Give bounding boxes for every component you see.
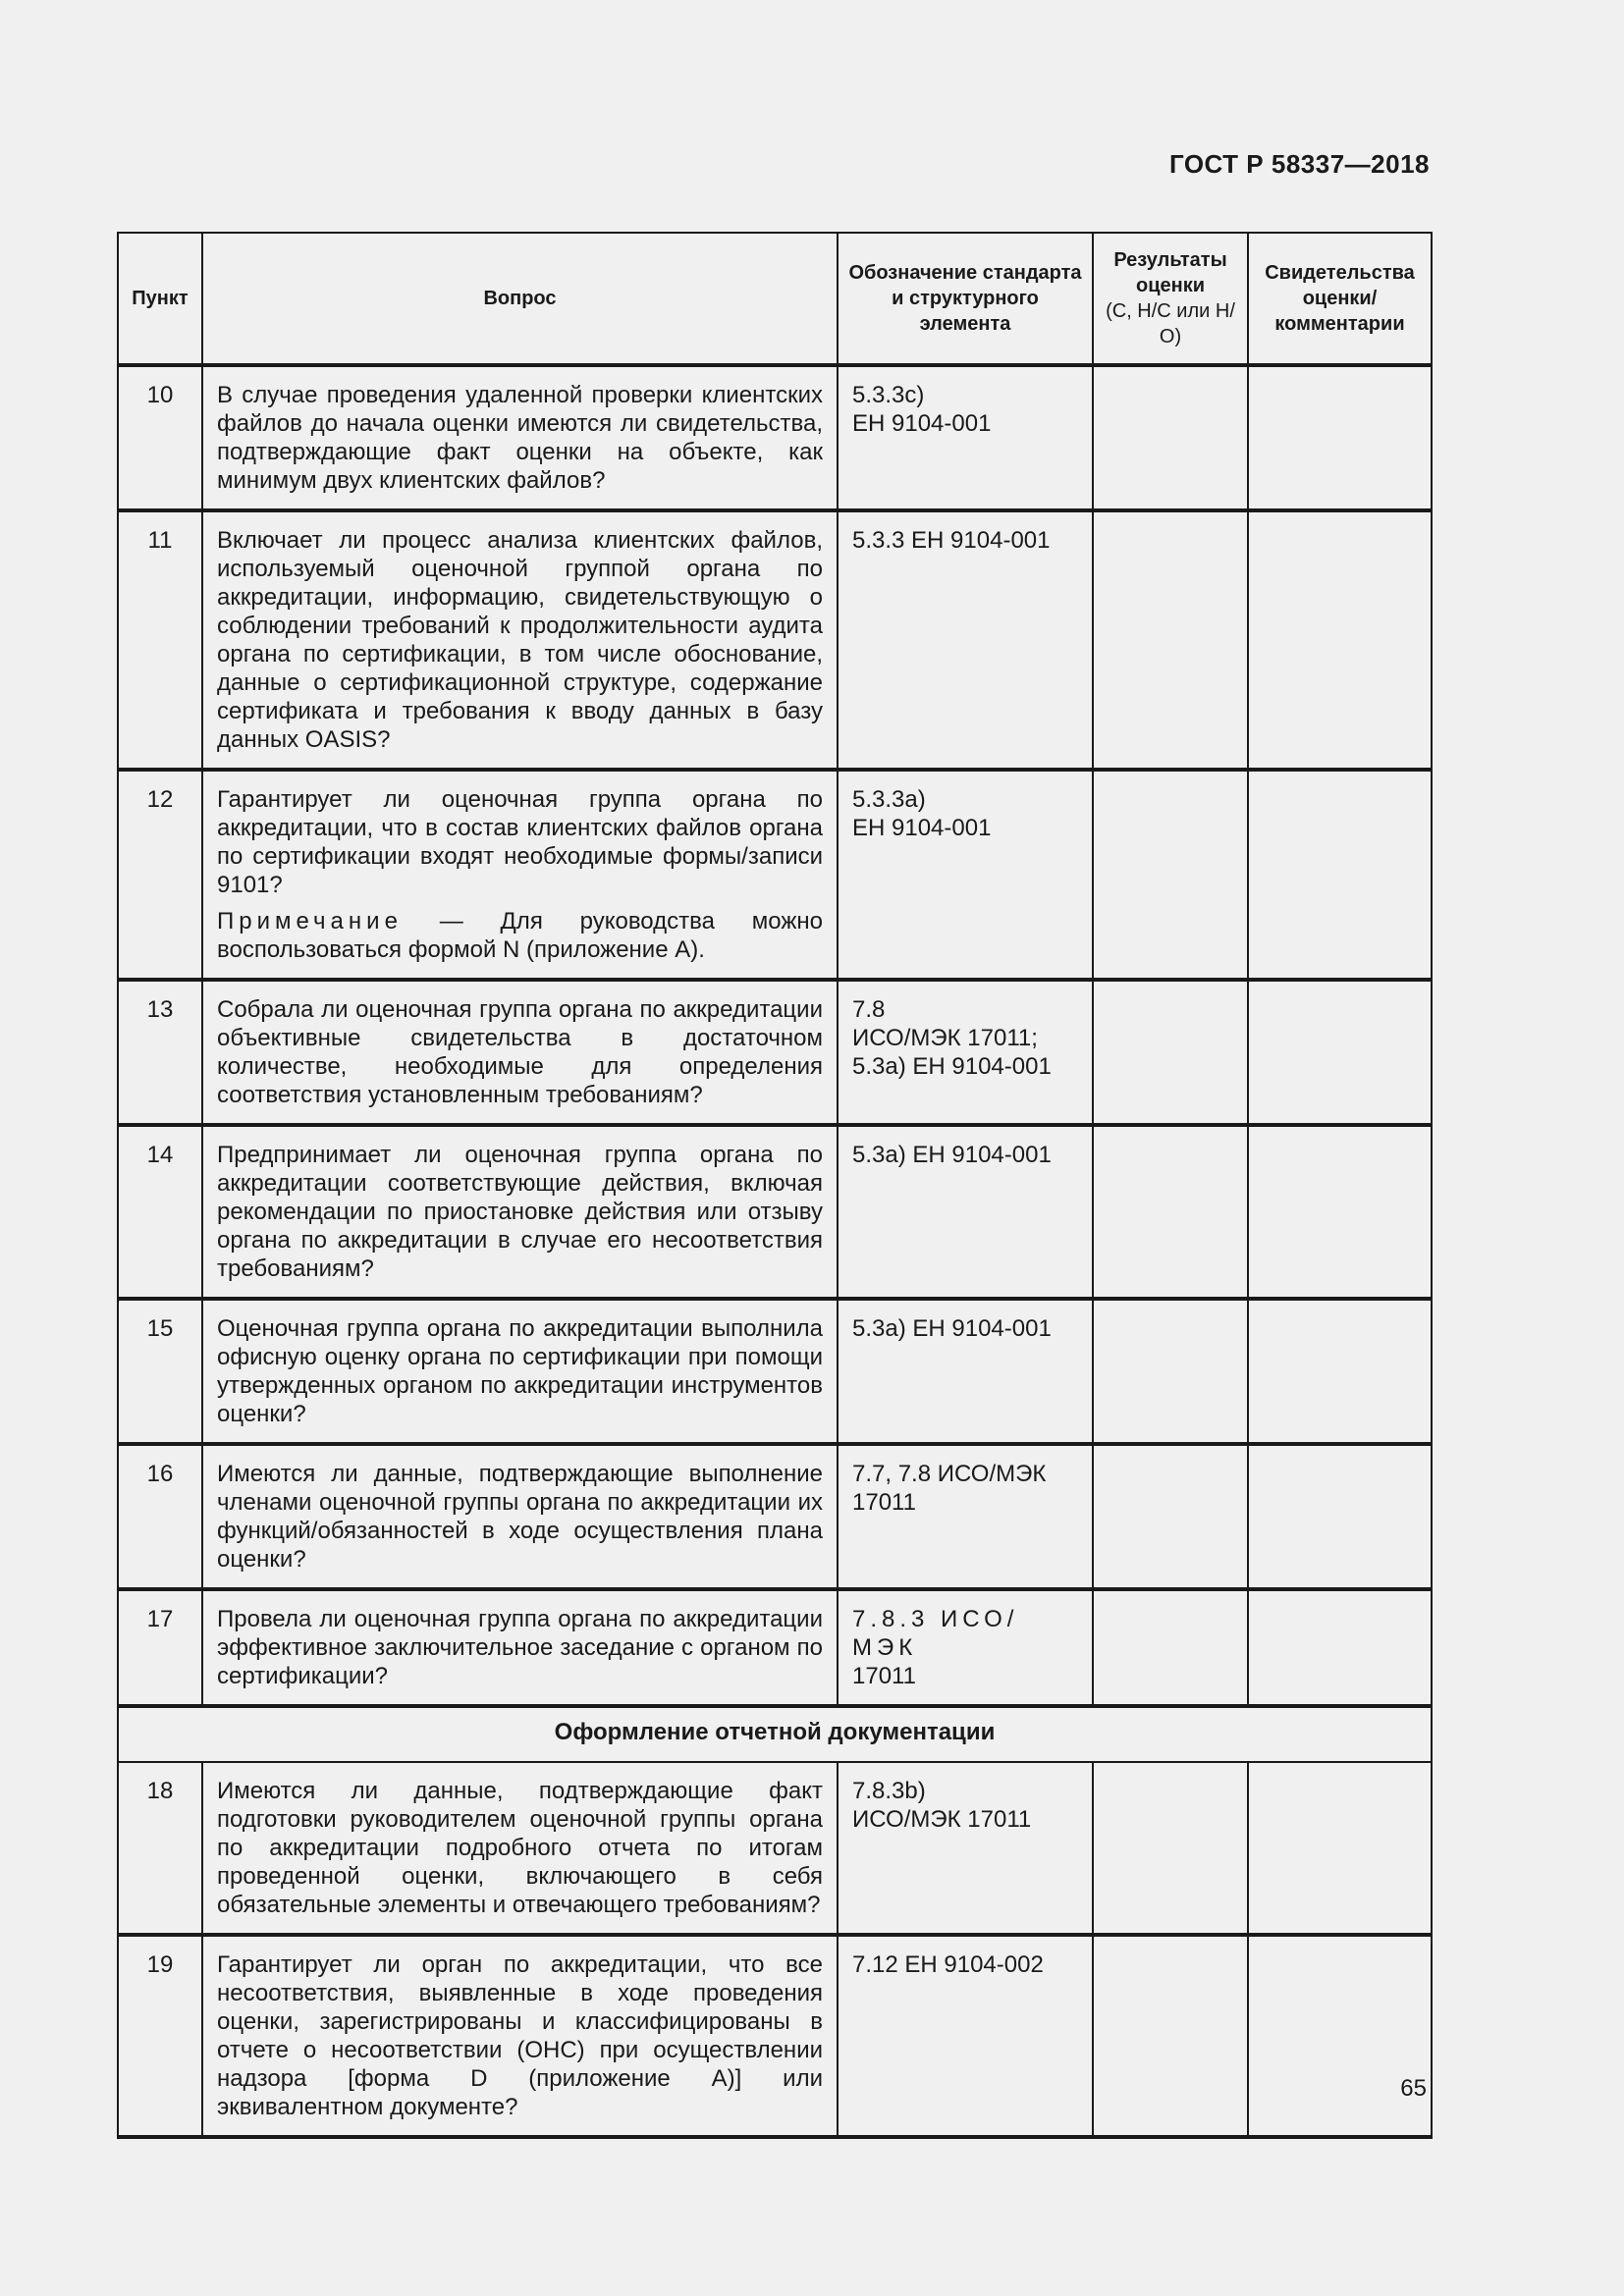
row-num: 11 bbox=[118, 510, 202, 770]
standard-line: 5.3a) ЕН 9104-001 bbox=[852, 1315, 1052, 1342]
row-num: 13 bbox=[118, 980, 202, 1125]
table-row bbox=[118, 1444, 1432, 1589]
row-result-cell[interactable] bbox=[1093, 1125, 1248, 1299]
row-standard bbox=[838, 1935, 1093, 2137]
standard-line: 5.3a) ЕН 9104-001 bbox=[852, 1142, 1052, 1168]
row-evidence-cell[interactable] bbox=[1248, 980, 1432, 1125]
row-result-cell[interactable] bbox=[1093, 1935, 1248, 2137]
page-number: 65 bbox=[1400, 2075, 1427, 2102]
row-result-cell[interactable] bbox=[1093, 365, 1248, 510]
row-evidence-cell[interactable] bbox=[1248, 365, 1432, 510]
row-question: Включает ли процесс анализа клиентских файлов, используемый оценочной группой органа по аккредитации, информацию, свидетельствующую о соблюдении требований к продолжительности аудита органа по сертификации, в том числе обоснование, данные о сертификационной структуре, содержание сертификата и требования к вводу данных в базу данных OASIS? bbox=[202, 510, 838, 770]
table-row bbox=[118, 510, 1432, 770]
standard-line: 7.12 ЕН 9104-002 bbox=[852, 1951, 1044, 1978]
row-result-cell[interactable] bbox=[1093, 510, 1248, 770]
row-result-cell[interactable] bbox=[1093, 1589, 1248, 1706]
question-text: Гарантирует ли оценочная группа органа по аккредитации, что в состав клиентских файлов органа по сертификации входят необходимые формы/записи 9101? bbox=[217, 786, 823, 898]
standard-line: 7.8.3 ИСО/МЭК bbox=[852, 1606, 1019, 1661]
table-row bbox=[118, 980, 1432, 1125]
row-standard bbox=[838, 980, 1093, 1125]
header-question: Вопрос bbox=[202, 233, 838, 365]
row-evidence-cell[interactable] bbox=[1248, 1762, 1432, 1935]
document-header: ГОСТ Р 58337—2018 bbox=[1168, 149, 1430, 179]
standard-line: ИСО/МЭК 17011 bbox=[852, 1806, 1032, 1833]
row-num: 10 bbox=[118, 365, 202, 510]
row-num: 15 bbox=[118, 1299, 202, 1444]
section-title: Оформление отчетной документации bbox=[118, 1706, 1432, 1762]
table-row bbox=[118, 365, 1432, 510]
standard-line: 5.3a) ЕН 9104-001 bbox=[852, 1053, 1052, 1080]
row-result-cell[interactable] bbox=[1093, 770, 1248, 980]
row-evidence-cell[interactable] bbox=[1248, 510, 1432, 770]
row-evidence-cell[interactable] bbox=[1248, 1935, 1432, 2137]
header-num: Пункт bbox=[118, 233, 202, 365]
row-result-cell[interactable] bbox=[1093, 1762, 1248, 1935]
row-evidence-cell[interactable] bbox=[1248, 1444, 1432, 1589]
row-num: 16 bbox=[118, 1444, 202, 1589]
row-question: Имеются ли данные, подтверждающие выполнение членами оценочной группы органа по аккредитации их функций/обязанностей в ходе осуществления плана оценки? bbox=[202, 1444, 838, 1589]
row-question: Провела ли оценочная группа органа по аккредитации эффективное заключительное заседание с органом по сертификации? bbox=[202, 1589, 838, 1706]
table-row bbox=[118, 770, 1432, 980]
row-result-cell[interactable] bbox=[1093, 1444, 1248, 1589]
row-standard bbox=[838, 510, 1093, 770]
row-question: Собрала ли оценочная группа органа по аккредитации объективные свидетельства в достаточном количестве, необходимые для определения соответствия установленным требованиям? bbox=[202, 980, 838, 1125]
row-question: Предпринимает ли оценочная группа органа по аккредитации соответствующие действия, включая рекомендации по приостановке действия или отзыву органа по аккредитации в случае его несоответствия требованиям? bbox=[202, 1125, 838, 1299]
row-standard bbox=[838, 1444, 1093, 1589]
note-text: — Для руководства можно воспользоваться формой N (приложение А). bbox=[217, 908, 823, 963]
question-note bbox=[217, 907, 823, 964]
header-results-sub: (С, Н/С или Н/О) bbox=[1106, 300, 1235, 347]
table-row bbox=[118, 1125, 1432, 1299]
standard-line: 17011 bbox=[852, 1663, 916, 1689]
row-result-cell[interactable] bbox=[1093, 1299, 1248, 1444]
standard-line: 7.8.3b) bbox=[852, 1778, 926, 1804]
row-standard bbox=[838, 770, 1093, 980]
header-evidence: Свидетельства оценки/ комментарии bbox=[1248, 233, 1432, 365]
row-standard bbox=[838, 1299, 1093, 1444]
row-standard bbox=[838, 1125, 1093, 1299]
row-standard bbox=[838, 1762, 1093, 1935]
row-question bbox=[202, 770, 838, 980]
row-num: 19 bbox=[118, 1935, 202, 2137]
standard-line: ЕН 9104-001 bbox=[852, 815, 992, 841]
row-evidence-cell[interactable] bbox=[1248, 1125, 1432, 1299]
row-result-cell[interactable] bbox=[1093, 980, 1248, 1125]
header-results bbox=[1093, 233, 1248, 365]
checklist-table bbox=[117, 232, 1433, 2139]
row-standard bbox=[838, 365, 1093, 510]
row-evidence-cell[interactable] bbox=[1248, 770, 1432, 980]
row-question: Гарантирует ли орган по аккредитации, что все несоответствия, выявленные в ходе проведения оценки, зарегистрированы и классифицированы в отчете о несоответствии (ОНС) при осуществлении надзора [форма D (приложение А)] или эквивалентном документе? bbox=[202, 1935, 838, 2137]
standard-line: 5.3.3c) bbox=[852, 382, 925, 408]
row-question: В случае проведения удаленной проверки клиентских файлов до начала оценки имеются ли свидетельства, подтверждающие факт оценки на объекте, как минимум двух клиентских файлов? bbox=[202, 365, 838, 510]
header-standard: Обозначение стандарта и структурного элемента bbox=[838, 233, 1093, 365]
standard-line: 7.8 bbox=[852, 996, 886, 1023]
section-row bbox=[118, 1706, 1432, 1762]
standard-line: 7.7, 7.8 ИСО/МЭК 17011 bbox=[852, 1461, 1047, 1516]
row-standard bbox=[838, 1589, 1093, 1706]
standard-line: 5.3.3 ЕН 9104-001 bbox=[852, 527, 1051, 554]
row-num: 18 bbox=[118, 1762, 202, 1935]
row-question: Имеются ли данные, подтверждающие факт подготовки руководителем оценочной группы органа по аккредитации подробного отчета по итогам проведенной оценки, включающего в себя обязательные элементы и отвечающего требованиям? bbox=[202, 1762, 838, 1935]
table-row bbox=[118, 1935, 1432, 2137]
standard-line: 5.3.3a) bbox=[852, 786, 926, 813]
header-results-title: Результаты оценки bbox=[1113, 249, 1227, 296]
row-question: Оценочная группа органа по аккредитации выполнила офисную оценку органа по сертификации при помощи утвержденных органом по аккредитации инструментов оценки? bbox=[202, 1299, 838, 1444]
table-row bbox=[118, 1762, 1432, 1935]
row-evidence-cell[interactable] bbox=[1248, 1299, 1432, 1444]
row-num: 14 bbox=[118, 1125, 202, 1299]
row-num: 17 bbox=[118, 1589, 202, 1706]
table-header-row bbox=[118, 233, 1432, 365]
standard-line: ЕН 9104-001 bbox=[852, 410, 992, 437]
standard-line: ИСО/МЭК 17011; bbox=[852, 1025, 1038, 1051]
note-label: Примечание bbox=[217, 908, 403, 934]
table-row bbox=[118, 1589, 1432, 1706]
table-row bbox=[118, 1299, 1432, 1444]
row-evidence-cell[interactable] bbox=[1248, 1589, 1432, 1706]
row-num: 12 bbox=[118, 770, 202, 980]
